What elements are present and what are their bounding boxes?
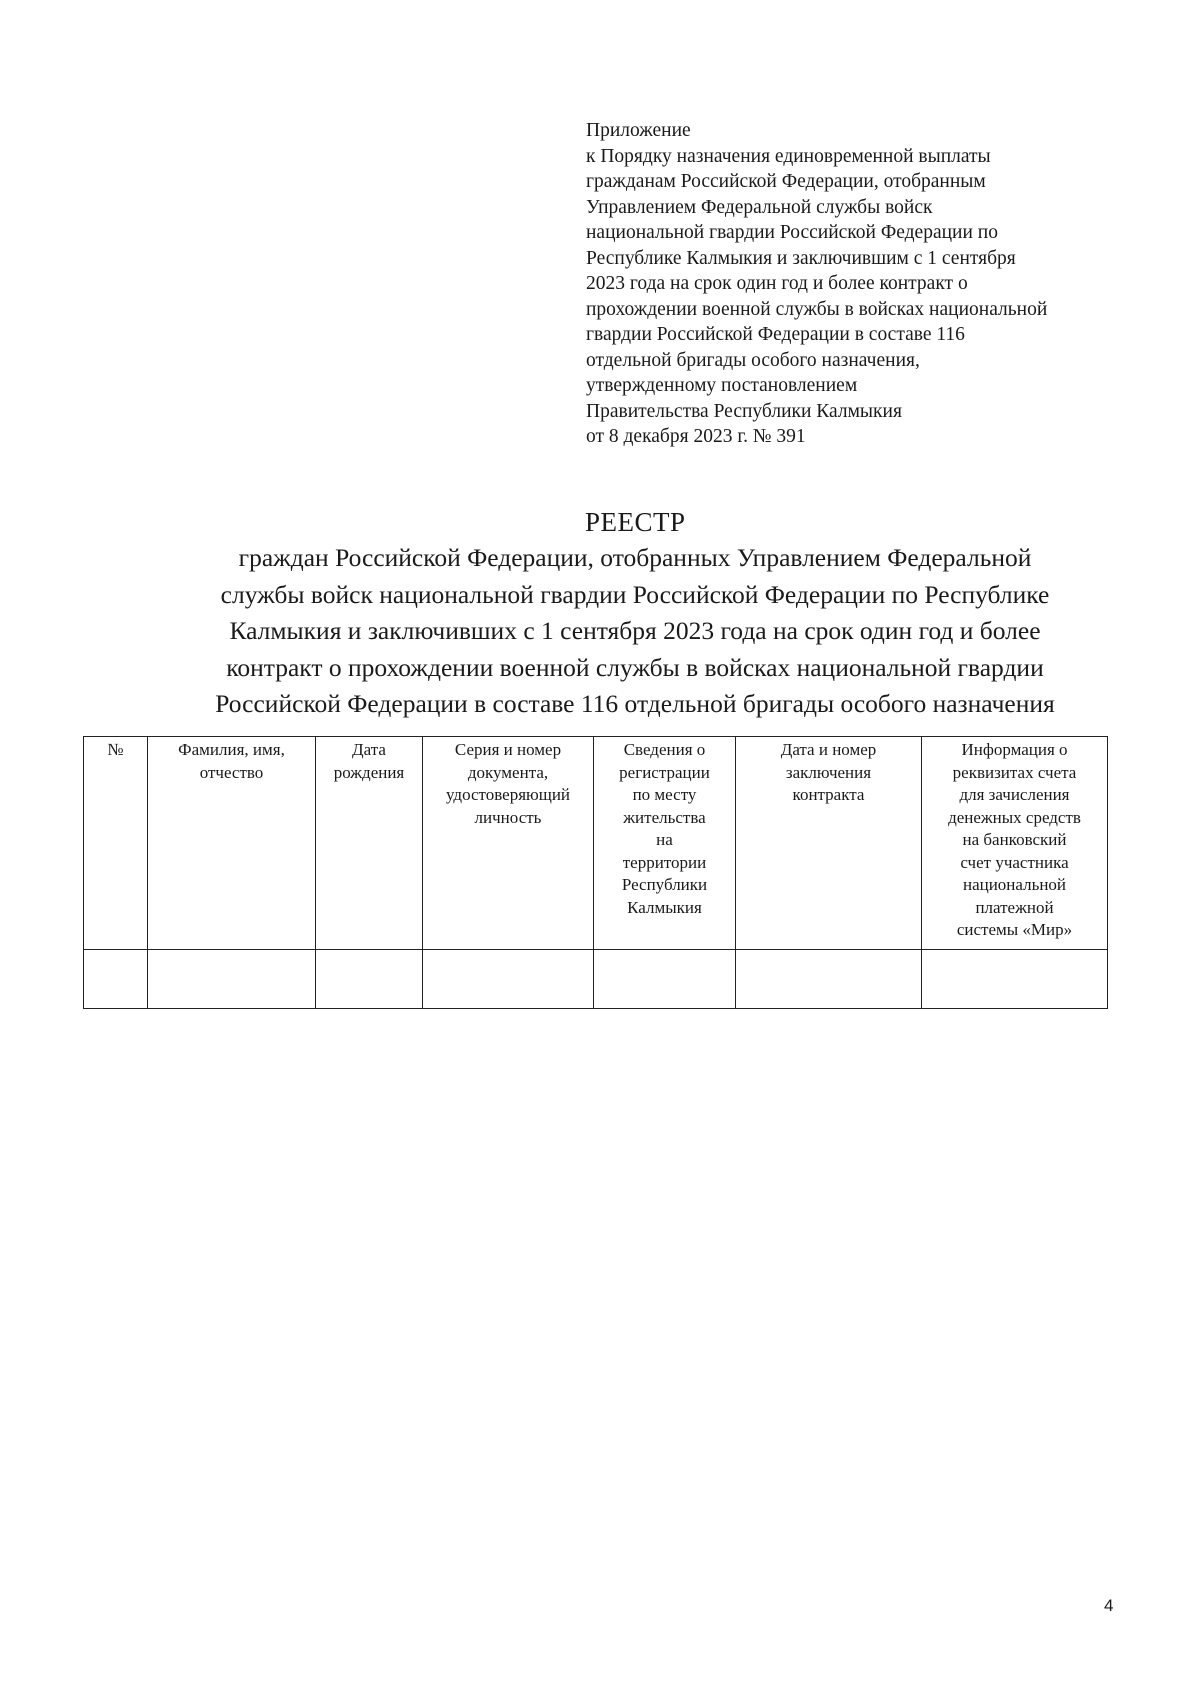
table-cell [736,950,922,1009]
appendix-line: от 8 декабря 2023 г. № 391 [586,426,806,447]
header-line: контракта [792,785,865,804]
subtitle-line: Российской Федерации в составе 116 отдельной бригады особого назначения [215,689,1055,718]
table-cell [922,950,1108,1009]
column-header-number [84,737,148,950]
header-line: Сведения о [623,740,706,759]
header-line: заключения [785,762,872,782]
appendix-line: Управлением Федеральной службы войск [586,196,933,218]
table-row [84,950,1108,1009]
header-line: Калмыкия [627,897,702,917]
subtitle-line: граждан Российской Федерации, отобранных Управлением Федеральной [238,543,1032,572]
table-cell [148,950,316,1009]
header-line: денежных средств [948,807,1081,827]
appendix-block [586,118,1126,450]
header-line: Информация о [961,740,1068,759]
header-line: Серия и номер [454,740,562,759]
appendix-line: к Порядку назначения единовременной выплаты [586,145,991,167]
appendix-line: утвержденному постановлением [586,375,858,396]
subtitle-line: службы войск национальной гвардии Российской Федерации по Республике [220,579,1050,609]
header-line: для зачисления [959,785,1070,804]
column-header-full-name [148,737,316,950]
header-line: жительства [623,807,706,827]
subtitle-line: Калмыкия и заключивших с 1 сентября 2023 года на срок один год и более [229,616,1041,645]
appendix-line: Республике Калмыкия и заключившим с 1 сентября [586,247,1016,269]
table-cell [423,950,594,1009]
column-header-registration [594,737,736,950]
subtitle-line: контракт о прохождении военной службы в войсках национальной гвардии [226,652,1044,682]
appendix-line: национальной гвардии Российской Федерации по [586,222,998,243]
document-subtitle [150,540,1120,723]
column-header-birth-date [316,737,423,950]
header-line: системы «Мир» [956,920,1073,939]
header-line: на [656,830,673,849]
column-header-bank-account [922,737,1108,950]
appendix-line: Приложение [586,120,691,141]
header-line: Фамилия, имя, [178,740,285,759]
header-line: удостоверяющий [445,785,571,804]
header-line: отчество [199,762,264,782]
header-line: национальной [962,875,1067,894]
appendix-line: Правительства Республики Калмыкия [586,400,902,422]
header-line: Республики [621,875,708,894]
header-line: по месту [632,785,697,804]
header-line: регистрации [619,762,710,782]
appendix-line: гражданам Российской Федерации, отобранным [586,171,986,192]
table-cell [316,950,423,1009]
header-line: рождения [333,762,405,782]
header-line: счет участника [960,852,1069,872]
page-number: 4 [1104,1596,1114,1615]
registry-table [83,736,1108,1009]
column-header-id-document [423,737,594,950]
header-line: территории [622,852,707,872]
appendix-line: гвардии Российской Федерации в составе 116 [586,324,965,345]
header-line: реквизитах счета [952,762,1077,782]
header-line: № [107,740,124,759]
header-line: на банковский [962,830,1067,849]
table-header-row [84,737,1108,950]
table-cell [594,950,736,1009]
header-line: документа, [467,762,549,782]
appendix-line: 2023 года на срок один год и более контракт о [586,273,968,294]
header-line: платежной [975,897,1054,917]
document-title: РЕЕСТР [585,507,686,537]
table-cell [84,950,148,1009]
header-line: Дата [352,740,386,759]
header-line: личность [474,807,542,827]
column-header-contract [736,737,922,950]
header-line: Дата и номер [780,740,877,759]
appendix-line: отдельной бригады особого назначения, [586,349,920,371]
appendix-line: прохождении военной службы в войсках национальной [586,298,1048,320]
